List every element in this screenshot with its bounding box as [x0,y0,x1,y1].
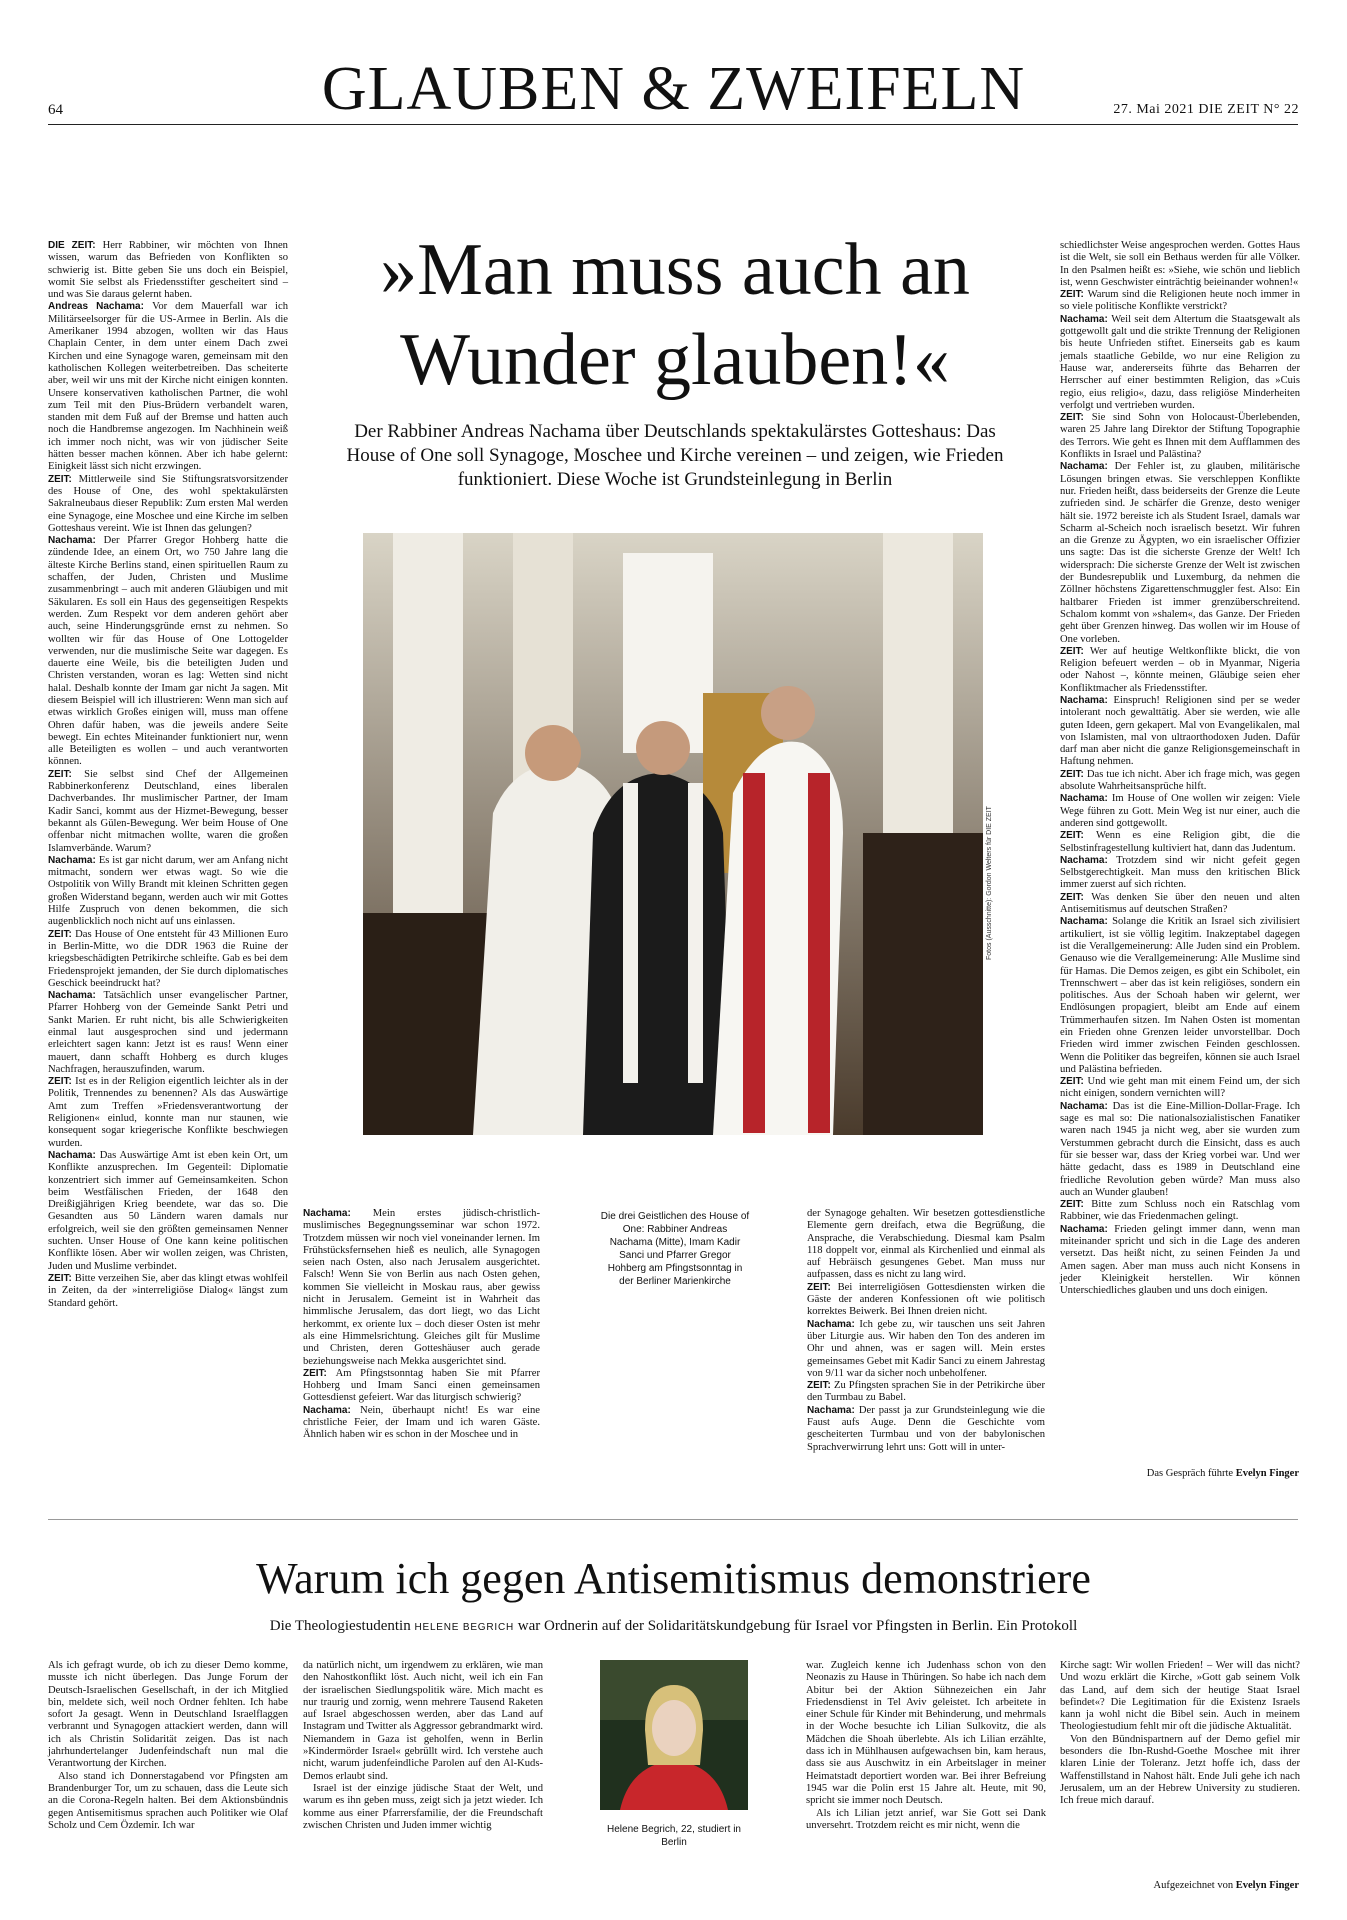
interview-paragraph [303,1368,540,1405]
protocol-paragraph: Als ich gefragt wurde, ob ich zu dieser Demo komme, musste ich nicht überlegen. Das Junge Forum der Deutsch-Israelischen Gesellschaft, in der ich Mitglied bin, meldete sich, weil noch Ordner fehlten. Ich habe sofort Ja gesagt. Wenn in Deutschland Israelflaggen verbrannt und Synagogen attackiert werden, dann will ich als Christin Solidarität zeigen. Das ist nach jahrhundertelanger Judenfeindschaft nun mal die Verantwortung der Kirchen. [48,1660,288,1770]
speaker-label: Nachama: [807,1318,860,1330]
answer-text: Tatsächlich unser evangelischer Partner, Pfarrer Hohberg von der Gemeinde Sankt Petri und Sankt Marien. Er ruht nicht, bis alle Schwierigkeiten einmal laut ausgesprochen sind und jedermann erleichtert sagen kann: Jetzt ist es raus! Wenn einer mauert, dann schafft Hohberg es durch kluges Nachfragen, herauszufinden, warum. [48,990,289,1075]
interview-paragraph [1060,1101,1300,1199]
answer-text: Zu Pfingsten sprachen Sie in der Petrikirche über den Turmbau zu Babel. [807,1380,1045,1404]
answer-text: Der passt ja zur Grundsteinlegung wie die Faust aufs Auge. Denn die Geschichte vom gescheiterten Turmbau und von der babylonischen Sprachverwirrung lehrt uns: Gott will in unter- [807,1404,1046,1453]
photo-credit: Fotos (Ausschnitte): Gordon Welters für DIE ZEIT [986,806,993,960]
interview-paragraph [1060,769,1300,794]
speaker-label: Nachama: [1060,461,1115,473]
signoff-author: Evelyn Finger [1235,1880,1299,1891]
interview-paragraph [48,474,288,535]
answer-text: Weil seit dem Altertum die Staatsgewalt als gottgewollt galt und die strikte Trennung der Religionen bis heute Unfrieden stiftet. Einerseits gab es kaum jemals staatliche Gebilde, wo nur eine Religion zu Hause war, andererseits führte das Beharren der Herrscher auf einer bestimmten Religion, das »Cuis regio, eius religio«, dazu, dass religiöse Minderheiten verfolgt und vertrieben wurden. [1060,313,1300,411]
answer-text: Frieden gelingt immer dann, wenn man miteinander spricht und sich in die Lage des anderen versetzt. Das heißt nicht, zu seinen Feinden Ja und Amen sagen. Aber man muss auch nicht Konsens in jeder Kleinigkeit herstellen. Wir können Unterschiedliches glauben und uns doch einigen. [1060,1223,1300,1297]
answer-text: Wer auf heutige Weltkonflikte blickt, die von Religion befeuert werden – ob in Myanmar, Nigeria oder Nahost –, könnte meinen, Gläubige seien eher Konfliktmacher als Friedensstifter. [1060,645,1300,694]
interview-paragraph [303,1208,540,1368]
page-number: 64 [48,102,63,118]
article2-deck [0,1618,1347,1635]
speaker-label: ZEIT: [1060,412,1092,424]
speaker-label: ZEIT: [48,473,79,485]
interview-paragraph [48,769,288,855]
portrait-caption: Helene Begrich, 22, studiert in Berlin [607,1824,741,1848]
speaker-label: ZEIT: [1060,1199,1092,1211]
article-deck: Der Rabbiner Andreas Nachama über Deutschlands spektakulärstes Gotteshaus: Das House of One soll Synagoge, Moschee und Kirche vereinen – und zeigen, wie Frieden funktioniert. Diese Woche ist Grundsteinlegung in Berlin [346,421,1004,490]
interview-paragraph [1060,855,1300,892]
speaker-label: DIE ZEIT: [48,240,103,251]
protocol-column-2 [303,1660,543,1832]
interview-paragraph [48,929,288,990]
speaker-label: Nachama: [1060,854,1117,866]
interview-paragraph [1060,314,1300,412]
speaker-label: Nachama: [48,990,104,1002]
answer-text: Trotzdem sind wir nicht gefeit gegen Selbstgerechtigkeit. Man muss den kritischen Blick immer zuerst auf sich richten. [1060,854,1300,891]
speaker-label: Nachama: [1060,313,1112,325]
interview-paragraph [1060,830,1300,855]
section-divider [48,1519,1298,1520]
speaker-label: ZEIT: [48,1272,75,1284]
speaker-label: Nachama: [1060,793,1112,805]
speaker-label: Nachama: [1060,694,1114,706]
interview-paragraph [807,1208,1045,1282]
article-headline: »Man muss auch an Wunder glauben!« [380,229,970,401]
interview-paragraph [1060,289,1300,314]
answer-text: Am Pfingstsonntag haben Sie mit Pfarrer Hohberg und Imam Sanci einen gemeinsamen Gottesdienst gefeiert. War das liturgisch schwierig? [303,1367,540,1404]
speaker-label: Nachama: [48,854,99,866]
interview-paragraph [1060,1224,1300,1298]
interview-paragraph [807,1380,1045,1405]
interview-paragraph [807,1319,1045,1380]
answer-text: schiedlichster Weise angesprochen werden. Gottes Haus ist die Welt, sie soll ein Bethaus werden für alle Völker. In den Psalmen heißt es: »Siehe, wie schön und lieblich ist, wenn Geschwister einträchtig beieinander wohnen!« [1060,240,1300,288]
interview-paragraph [48,535,288,769]
interview-paragraph [48,301,288,473]
protocol-paragraph: Also stand ich Donnerstagabend vor Pfingsten am Brandenburger Tor, um zu schauen, dass die Leute sich an die Corona-Regeln halten. Bei dem Aktionsbündnis gegen Antisemitismus sprachen auch Politiker wie Olaf Scholz und Cem Özdemir. Ich war [48,1770,288,1831]
answer-text: Vor dem Mauerfall war ich Militärseelsorger für die US-Armee in Berlin. Als die Amerikaner 1994 abzogen, wollten wir das Haus Chaplain Center, in dem unter einem Dach zwei Kirchen und eine Synagoge waren, gemeinsam mit den katholischen Kollegen weiterbetreiben. Das scheiterte aber, weil wir uns mit der Kirche nicht einigen konnten. Unsere konservativen katholischen Partner, die wohl zum Teil mit den Pius-Brüdern verbandelt waren, standen mit dem Fuß auf der Bremse und hatten auch noch die Handbremse angezogen. Im Nachhinein weiß ich immer noch nicht, was wir von jüdischer Seite hätten besser machen können. Aber ich habe gelernt: Einigkeit lässt sich nicht erzwingen. [48,301,289,473]
interview-paragraph [1060,916,1300,1076]
answer-text: Und wie geht man mit einem Feind um, der sich nicht einigen, sondern vernichten will? [1060,1076,1300,1100]
speaker-label: ZEIT: [1060,645,1090,657]
speaker-label: ZEIT: [807,1281,838,1293]
answer-text: Im House of One wollen wir zeigen: Viele Wege führen zu Gott. Mein Weg ist nur einer, auch die anderen sind gottgewollt. [1060,793,1300,829]
deck-post: war Ordnerin auf der Solidaritätskundgebung für Israel vor Pfingsten in Berlin. Ein Protokoll [517,1618,1078,1634]
answer-text: Was denken Sie über den neuen und alten Antisemitismus auf deutschen Straßen? [1060,891,1300,916]
article2-headline: Warum ich gegen Antisemitismus demonstriere [256,1554,1091,1603]
protocol-column-3 [806,1660,1046,1832]
interview-column-2 [303,1208,540,1442]
protocol-paragraph: Israel ist der einzige jüdische Staat der Welt, und warum es ihn geben muss, zeigt sich ja jetzt wieder. Ich komme aus einer Pfarrersfamilie, der die Freundschaft zwischen Christen und Juden immer wichtig [303,1782,543,1831]
speaker-label: Nachama: [303,1404,361,1416]
interview-paragraph [48,1076,288,1150]
speaker-label: Nachama: [303,1208,373,1219]
speaker-label: Nachama: [1060,1223,1115,1235]
answer-text: Sie sind Sohn von Holocaust-Überlebenden, waren 25 Jahre lang Direktor der Stiftung Topographie des Terrors. Wie geht es Ihnen mit dem Aufflammen des Konflikts in Israel und Palästina? [1060,412,1300,461]
protocol-column-4 [1060,1660,1300,1808]
protocol-paragraph: Kirche sagt: Wir wollen Frieden! – Wer will das nicht? Und wozu erklärt die Kirche, »Gott gab seinem Volk das Land, auf dem sich der heutige Staat Israel befindet«? Die Legitimation für die Existenz Israels kann ja wohl nicht die Bibel sein. Auch in meinem Theologiestudium fehlt mir oft die jüdische Aktualität. [1060,1660,1300,1733]
interview-paragraph [48,240,288,301]
answer-text: Wenn es eine Religion gibt, die die Selbstinfragestellung kultiviert hat, dann das Judentum. [1060,830,1300,854]
protocol-paragraph: Von den Bündnispartnern auf der Demo gefiel mir besonders die Ibn-Rushd-Goethe Moschee mit ihrer klaren Linie der Toleranz. Jetzt hoffe ich, dass der Waffenstillstand in Nahost hält. Ende Juli gehe ich nach Jerusalem, um an der Hebrew University zu studieren. Ich freue mich darauf. [1060,1733,1300,1807]
masthead-rule [48,124,1298,125]
speaker-label: ZEIT: [48,768,85,780]
interview-paragraph [1060,461,1300,645]
answer-text: Herr Rabbiner, wir möchten von Ihnen wissen, warum das Befrieden von Konflikten so schwierig ist. Bitte geben Sie uns doch ein Beispiel, womit Sie selbst als Friedensstifter gescheitert sind – und was Sie daraus gelernt haben. [48,240,288,301]
speaker-label: Nachama: [48,1149,100,1161]
deck-pre: Die Theologiestudentin [269,1618,411,1634]
answer-text: Mittlerweile sind Sie Stiftungsratsvorsitzender des House of One, des wohl spektakulärsten Sakralneubaus dieser Republik: Zum ersten Mal werden eine Synagoge, eine Moschee und eine Kirche im selben Gotteshaus vereint. Wie ist Ihnen das gelungen? [48,473,288,534]
answer-text: Bei interreligiösen Gottesdiensten wirken die Gäste der anderen Konfessionen oft wie politisch korrektes Beiwerk. Bei Ihnen dreien nicht. [807,1281,1045,1318]
interview-paragraph [807,1282,1045,1319]
answer-text: Das tue ich nicht. Aber ich frage mich, was gegen absolute Wahrheitsansprüche hilft. [1060,768,1300,793]
speaker-label: ZEIT: [1060,768,1087,780]
section-title: GLAUBEN & ZWEIFELN [321,55,1026,123]
protocol-paragraph: Als ich Lilian jetzt anrief, war Sie Gott sei Dank unversehrt. Trotzdem reicht es mir nicht, wenn die [806,1807,1046,1831]
interview-paragraph [1060,1076,1300,1101]
answer-text: Das Auswärtige Amt ist eben kein Ort, um Konflikte anzusprechen. Im Gegenteil: Diplomatie konzentriert sich immer auf Gemeinsamkeiten. Schon beim Westfälischen Frieden, der 1648 den Dreißigjährigen Krieg beendete, war das so. Die Gesandten aus 50 Ländern waren damals nur erfolgreich, weil sie den größten gemeinsamen Nenner suchten. Unser House of One kann keine politischen Konflikte lösen. Aber wir wollen zeigen, was Christen, Juden und Muslime verbindet. [48,1149,288,1272]
answer-text: Sie selbst sind Chef der Allgemeinen Rabbinerkonferenz Deutschland, eines liberalen Dachverbandes. Ihr muslimischer Partner, der Imam Kadir Sanci, kommt aus der Hizmet-Bewegung, besser bekannt als Gülen-Bewegung. Wer beim House of One offenbar nicht mitmachen wollte, waren die großen Islamverbände. Warum? [48,768,288,854]
issue-info: 27. Mai 2021 DIE ZEIT N° 22 [1113,102,1299,117]
answer-text: Warum sind die Religionen heute noch immer in so viele politische Konflikte verstrickt? [1060,289,1300,313]
interview-paragraph [1060,240,1300,289]
clergy-photo [363,533,983,1135]
answer-text: der Synagoge gehalten. Wir besetzen gottesdienstliche Elemente gern dreifach, etwa die Begrüßung, die Ansprache, die Verabschiedung. Diesmal kam Psalm 118 doppelt vor, einmal als Kirchenlied und einmal als auf Hebräisch gesungenes Gebet. Man muss nur aufpassen, dass es nicht zu lang wird. [807,1208,1045,1281]
answer-text: Mein erstes jüdisch-christlich-muslimisches Begegnungsseminar war schon 1972. Trotzdem müssen wir noch viel voneinander lernen. Im Frühstücksfernsehen hieß es neulich, alle Synagogen seien nach Osten, also nach Jerusalem ausgerichtet. Falsch! Wenn Sie von Berlin aus nach Osten gehen, kommen Sie vielleicht in Moskau raus, aber gewiss nicht in Jerusalem. Gemeint ist in Wahrheit das himmlische Jerusalem, das dort liegt, wo das Licht herkommt, ex oriente lux – doch dieser Osten ist mehr als eine Himmelsrichtung. Gleiches gilt für Muslime und Christen, deren Gotteshäuser auch gerade beziehungsweise nach Mekka ausgerichtet sind. [303,1208,540,1367]
protocol-column-1 [48,1660,288,1832]
interview-paragraph [48,1273,288,1310]
interview-paragraph [1060,695,1300,769]
answer-text: Es ist gar nicht darum, wer am Anfang nicht mitmacht, sondern wer etwas wagt. So wie die Ostpolitik von Willy Brandt mit kleinen Schritten gegen großen Widerstand begann, werden auch wir mit Gottes Hilfe Zuspruch von denen bekommen, die sich augenblicklich noch nicht auf uns einlassen. [48,854,289,928]
protocol-paragraph: da natürlich nicht, um irgendwem zu erklären, wie man den Nahostkonflikt löst. Auch nicht, weil ich ein Fan der israelischen Siedlungspolitik wäre. Mich macht es nur traurig und zornig, wenn mehrere Tausend Raketen auf Israel abgeschossen werden, aber das Land auf Instagram und Twitter als Aggressor gebrandmarkt wird. Niemandem in Gaza ist geholfen, wenn in Berlin »Kindermörder Israel« gebrüllt wird. Ich verstehe auch nicht, warum judenfeindliche Parolen auf den Al-Kuds-Demos erlaubt sind. [303,1660,544,1782]
speaker-label: ZEIT: [807,1380,835,1392]
interview-paragraph [1060,892,1300,917]
speaker-label: ZEIT: [1060,289,1088,301]
signoff-author: Evelyn Finger [1235,1468,1299,1479]
photo-caption: Die drei Geistlichen des House of One: Rabbiner Andreas Nachama (Mitte), Imam Kadir Sanci und Pfarrer Gregor Hohberg am Pfingstsonntag in der Berliner Marienkirche [600,1211,750,1287]
interview-signoff [1147,1468,1299,1479]
deck-author: HELENE BEGRICH [414,1622,515,1633]
speaker-label: Nachama: [1060,916,1113,928]
answer-text: Bitte zum Schluss noch ein Ratschlag vom Rabbiner, wie das Friedenmachen gelingt. [1060,1199,1300,1223]
speaker-label: ZEIT: [1060,891,1092,903]
interview-paragraph [1060,793,1300,830]
interview-paragraph [48,855,288,929]
speaker-label: ZEIT: [48,1076,76,1088]
answer-text: Der Pfarrer Gregor Hohberg hatte die zündende Idee, an einem Ort, wo 750 Jahre lang die älteste Kirche Berlins stand, einen spirituellen Raum zu schaffen, der Juden, Christen und Muslime zusammenbringt – auch mit anderen Gläubigen und mit Säkularen. Es soll ein Haus des gegenseitigen Respekts werden. Zum Respekt vor dem anderen gehört aber auch, seine Hinderungsgründe ernst zu nehmen. So wollten wir für das House of One Lottogelder verwenden, nur die muslimische Seite war dagegen. Es dauerte eine Weile, bis die beteiligten Juden und Christen verstanden, woran es lag: Wetten sind nicht halal. Deshalb konnte der Imam gar nicht Ja sagen. Mit diesem Beispiel will ich illustrieren: Wenn man sich auf etwas wirklich Großes einigen will, muss man offene Ohren dafür haben, was die jeweils andere Seite bewegt. Ein echtes Miteinander funktioniert nur, wenn alle Beteiligten es wollen – und auch verantworten können. [48,535,289,768]
interview-paragraph [1060,412,1300,461]
answer-text: Das ist die Eine-Million-Dollar-Frage. Ich sage es mal so: Die nationalsozialistischen Fanatiker waren nach 1945 ja nicht weg, aber sie wurden zum Verstummen gebracht durch die Einsicht, dass es auch für sie besser war, dass der Krieg vorbei war. Und wer hätte gedacht, dass es 1989 in Deutschland eine friedliche Revolution geben würde? Man muss also auch an Wunder glauben! [1060,1100,1300,1198]
interview-paragraph [303,1405,540,1442]
interview-paragraph [807,1405,1045,1454]
speaker-label: Nachama: [48,535,104,547]
speaker-label: ZEIT: [303,1367,336,1379]
interview-paragraph [48,1150,288,1273]
speaker-label: ZEIT: [48,928,76,940]
speaker-label: ZEIT: [1060,830,1096,842]
interview-paragraph [1060,1199,1300,1224]
interview-paragraph [1060,646,1300,695]
answer-text: Das House of One entsteht für 43 Millionen Euro in Berlin-Mitte, wo die DDR 1963 die Ruine der kriegsbeschädigten Petrikirche schleifte. Gab es bei dem Friedensprojekt jemanden, der Sie durch diplomatisches Geschick beeindruckt hat? [48,928,288,989]
answer-text: Ist es in der Religion eigentlich leichter als in der Politik, Trennendes zu benennen? Als das Auswärtige Amt zum Treffen »Friedensverantwortung der Religionen« einlud, konnte man nur staunen, wie konsequent sogar kriegerische Konflikte beschwiegen wurden. [48,1076,288,1149]
answer-text: Der Fehler ist, zu glauben, militärische Lösungen bringen etwas. Sie verschleppen Konflikte nur. Frieden heißt, dass beiderseits der Grenze die Leute zufrieden sind. Je schärfer die Grenze, desto weniger hält sie. 1972 bereiste ich als Student Israel, damals war Scharm al-Scheich noch israelisch besetzt. Wir fuhren an die Grenze zu Ägypten, wo ein israelischer Offizier uns sagte: Das ist die sicherste Grenze der Welt! Ich widersprach: Die sicherste Grenze der Welt ist zwischen der Bundesrepublik und Luxemburg, da nehmen die Zöllner höchstens Zigarettenschmuggler fest. Also: Ein haltbarer Frieden ist immer grenzüberschreitend. Schalom kommt von »shalem«, das Ganze. Der Frieden geht über Grenzen hinweg. Das wollen wir im House of One vorleben. [1060,461,1300,645]
interview-column-1 [48,240,288,1310]
interview-column-3 [807,1208,1045,1454]
signoff-prefix: Aufgezeichnet von [1153,1880,1234,1891]
answer-text: Ich gebe zu, wir tauschen uns seit Jahren über Liturgie aus. Wir haben den Ton des anderen im Ohr und ahnen, was er sagen will. Mein erstes gemeinsames Gebet mit Kadir Sanci zu einem Jahrestag von 9/11 war da sicher noch unbeholfener. [807,1318,1045,1379]
signoff-prefix: Das Gespräch führte [1146,1468,1234,1479]
answer-text: Bitte verzeihen Sie, aber das klingt etwas wohlfeil in Zeiten, da der »interreligiöse Dialog« längst zum Standard gehört. [48,1272,288,1309]
interview-paragraph [48,990,288,1076]
answer-text: Nein, überhaupt nicht! Es war eine christliche Feier, der Imam und ich waren Gäste. Ähnlich haben wir es schon in der Moschee und in [303,1404,541,1441]
protocol-paragraph: war. Zugleich kenne ich Judenhass schon von den Neonazis zu Hause in Thüringen. So habe ich nach dem Abitur bei der Aktion Sühnezeichen ein Jahr Friedensdienst in Tel Aviv geleistet. Ich arbeitete in einer Schule für Kinder mit Behinderung, und mehrmals in der Woche besuchte ich Lilian Sulkovitz, die als Mädchen die Shoah überlebte. Als ich Lilian erzählte, dass ich in Mühlhausen aufgewachsen bin, kam heraus, dass sie aus Auschwitz in ein Arbeitslager in meiner Heimatstadt deportiert worden war. Bei ihrer Befreiung 1945 war die Polin erst 15 Jahre alt. Heute, mit 90, spricht sie immer noch Deutsch. [806,1660,1046,1807]
speaker-label: Nachama: [1060,1100,1113,1112]
helene-portrait [600,1660,748,1810]
answer-text: Solange die Kritik an Israel sich zivilisiert artikuliert, ist sie völlig legitim. Inakzeptabel dagegen ist die Verallgemeinerung: Alle Juden sind ein Problem. Genauso wie die Verallgemeinerung: Alle Muslime sind für Hamas. Die Demos zeigen, es gibt ein Schibolet, ein Trennschwert – aber das ist kein religiöses, sondern ein politisches. Aus der Schoah haben wir gelernt, wer Endlösungen propagiert, bleibt am Ende auf einem Trümmerhaufen sitzen. Im Nahen Osten ist momentan ein Frieden ohne Grenzen leider unvorstellbar. Doch Frieden wird immer zwischen Feinden geschlossen. Wenn die Politiker das begreifen, können sie auch Israel und Palästina befrieden. [1060,916,1301,1075]
speaker-label: Andreas Nachama: [48,301,153,313]
protocol-signoff [1153,1880,1299,1891]
answer-text: Einspruch! Religionen sind per se weder intolerant noch gewalttätig. Aber sie werden, wie alle guten Ideen, gern gekapert. Mal von Evangelikalen, mal von Islamisten, mal von ultraorthodoxen Juden. Dafür darf man aber nicht die ganze Religionsgemeinschaft in Haftung nehmen. [1060,694,1300,768]
speaker-label: Nachama: [807,1404,859,1416]
interview-column-4 [1060,240,1300,1298]
speaker-label: ZEIT: [1060,1076,1088,1088]
